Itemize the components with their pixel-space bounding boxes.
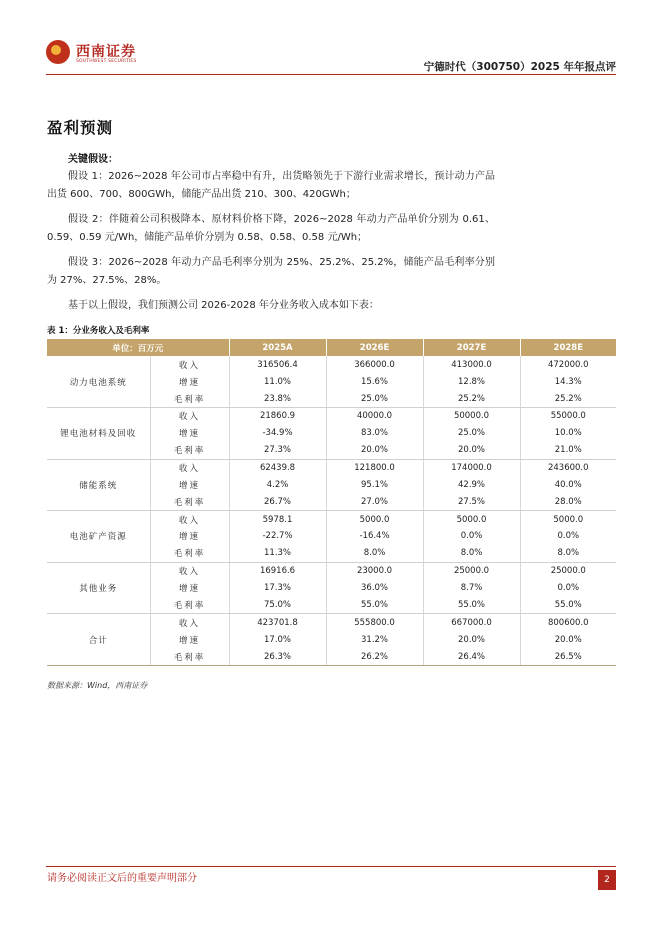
value-cell: 25000.0: [423, 562, 520, 579]
metric-label: 毛利率: [150, 390, 229, 407]
value-cell: 23.8%: [229, 390, 326, 407]
section-title: 盈利预测: [47, 118, 114, 137]
metric-label: 增速: [150, 579, 229, 596]
metric-label: 毛利率: [150, 494, 229, 511]
value-cell: 4.2%: [229, 476, 326, 493]
value-cell: 555800.0: [326, 614, 423, 631]
value-cell: 472000.0: [547, 359, 589, 370]
metric-label: 收入: [150, 459, 229, 476]
value-cell: 25.0%: [423, 425, 520, 442]
value-cell: 40.0%: [554, 479, 582, 490]
segment-label: 锂电池材料及回收: [47, 408, 150, 460]
year-header-2026e: 2026E: [326, 339, 423, 356]
value-cell: 11.0%: [229, 373, 326, 390]
metric-label: 增速: [150, 528, 229, 545]
value-cell: 27.0%: [326, 494, 423, 511]
value-cell: 42.9%: [423, 476, 520, 493]
value-cell: 26.5%: [520, 648, 616, 665]
data-source: 数据来源：Wind，西南证券: [47, 681, 148, 690]
metric-label: 增速: [150, 476, 229, 493]
value-cell: 25.0%: [326, 390, 423, 407]
value-cell: 12.8%: [423, 373, 520, 390]
segment-label: 储能系统: [47, 459, 150, 511]
assumption-paragraph-2: 假设 2：伴随着公司积极降本、原材料价格下降，2026~2028 年动力产品单价分别为 0.61、0.59、0.59 元/Wh，储能产品单价分别为 0.58、0.58、0.58 元/Wh；: [47, 214, 495, 243]
value-cell: 26.7%: [229, 494, 326, 511]
value-cell: 50000.0: [423, 408, 520, 425]
value-cell: 17.0%: [229, 631, 326, 648]
table-caption: 表 1：分业务收入及毛利率: [47, 326, 150, 336]
value-cell: 15.6%: [326, 373, 423, 390]
footer-disclaimer: 请务必阅读正文后的重要声明部分: [47, 873, 197, 884]
table-body: [47, 356, 616, 665]
logo-mark-icon: [46, 40, 70, 64]
value-cell: 413000.0: [423, 356, 520, 373]
value-cell: 36.0%: [326, 579, 423, 596]
segment-label: 电池矿产资源: [47, 511, 150, 563]
value-cell: 5000.0: [423, 511, 520, 528]
value-cell: 243600.0: [547, 462, 589, 473]
value-cell: 11.3%: [229, 545, 326, 562]
value-cell: 121800.0: [326, 459, 423, 476]
metric-label: 增速: [150, 373, 229, 390]
logo-name: 西南证券: [76, 44, 136, 60]
value-cell: 8.0%: [326, 545, 423, 562]
value-cell: 8.0%: [520, 545, 616, 562]
footer-divider: [46, 866, 616, 867]
value-cell: 423701.8: [229, 614, 326, 631]
value-cell: 667000.0: [423, 614, 520, 631]
table-row: [47, 356, 616, 373]
value-cell: 27.5%: [423, 494, 520, 511]
year-header-2028e: 2028E: [520, 339, 616, 356]
value-cell: 0.0%: [557, 583, 580, 594]
value-cell: 25000.0: [550, 566, 586, 577]
metric-label: 毛利率: [150, 597, 229, 614]
key-assumptions-heading: 关键假设：: [68, 154, 118, 165]
metric-label: 毛利率: [150, 545, 229, 562]
value-cell: 26.3%: [229, 648, 326, 665]
value-cell: 21860.9: [229, 408, 326, 425]
metric-label: 毛利率: [150, 442, 229, 459]
value-cell: 26.2%: [326, 648, 423, 665]
value-cell: 27.3%: [229, 442, 326, 459]
value-cell: 366000.0: [326, 356, 423, 373]
table-row: [47, 562, 616, 579]
value-cell: 31.2%: [326, 631, 423, 648]
report-title: 宁德时代（300750）2025 年年报点评: [423, 61, 616, 73]
table-row: [47, 511, 616, 528]
value-cell: 0.0%: [557, 531, 580, 542]
value-cell: 21.0%: [520, 442, 616, 459]
value-cell: 5978.1: [229, 511, 326, 528]
forecast-intro-paragraph: 基于以上假设，我们预测公司 2026-2028 年分业务收入成本如下表：: [68, 300, 379, 311]
value-cell: 16916.6: [229, 562, 326, 579]
metric-label: 毛利率: [150, 648, 229, 665]
page-header: [0, 0, 662, 76]
segment-label: 合计: [47, 614, 150, 666]
value-cell: 14.3%: [554, 376, 582, 387]
value-cell: 55.0%: [326, 597, 423, 614]
value-cell: 316506.4: [229, 356, 326, 373]
value-cell: 20.0%: [326, 442, 423, 459]
metric-label: 收入: [150, 511, 229, 528]
value-cell: -22.7%: [229, 528, 326, 545]
value-cell: 28.0%: [520, 494, 616, 511]
value-cell: 800600.0: [547, 617, 589, 628]
value-cell: 40000.0: [326, 408, 423, 425]
metric-label: 收入: [150, 408, 229, 425]
assumption-paragraph-3: 假设 3：2026~2028 年动力产品毛利率分别为 25%、25.2%、25.2%，储能产品毛利率分别为 27%、27.5%、28%。: [47, 257, 495, 286]
value-cell: 10.0%: [554, 428, 582, 439]
value-cell: 55.0%: [423, 597, 520, 614]
value-cell: 8.7%: [423, 579, 520, 596]
value-cell: 20.0%: [423, 631, 520, 648]
revenue-margin-table: [47, 339, 616, 666]
metric-label: 增速: [150, 425, 229, 442]
value-cell: 8.0%: [423, 545, 520, 562]
value-cell: 62439.8: [229, 459, 326, 476]
value-cell: 174000.0: [423, 459, 520, 476]
value-cell: 25.2%: [423, 390, 520, 407]
value-cell: 0.0%: [423, 528, 520, 545]
metric-label: 收入: [150, 562, 229, 579]
segment-label: 其他业务: [47, 562, 150, 614]
value-cell: -34.9%: [229, 425, 326, 442]
value-cell: 5000.0: [326, 511, 423, 528]
value-cell: 95.1%: [326, 476, 423, 493]
header-divider: [46, 74, 616, 75]
page-number: 2: [598, 870, 616, 890]
table-row: [47, 614, 616, 631]
value-cell: 25.2%: [520, 390, 616, 407]
value-cell: 75.0%: [229, 597, 326, 614]
metric-label: 增速: [150, 631, 229, 648]
value-cell: 55.0%: [520, 597, 616, 614]
table-row: [47, 408, 616, 425]
value-cell: 17.3%: [229, 579, 326, 596]
value-cell: 26.4%: [423, 648, 520, 665]
value-cell: 55000.0: [550, 411, 586, 422]
table-row: [47, 459, 616, 476]
metric-label: 收入: [150, 356, 229, 373]
year-header-2025a: 2025A: [229, 339, 326, 356]
company-logo: [46, 38, 146, 68]
value-cell: 5000.0: [553, 514, 584, 525]
segment-label: 动力电池系统: [47, 356, 150, 408]
value-cell: -16.4%: [326, 528, 423, 545]
table-header-row: [47, 339, 616, 356]
value-cell: 23000.0: [326, 562, 423, 579]
value-cell: 83.0%: [326, 425, 423, 442]
value-cell: 20.0%: [554, 634, 582, 645]
year-header-2027e: 2027E: [423, 339, 520, 356]
value-cell: 20.0%: [423, 442, 520, 459]
logo-english-name: SOUTHWEST SECURITIES: [76, 59, 137, 64]
unit-header: 单位：百万元: [47, 339, 229, 356]
assumption-paragraph-1: 假设 1：2026~2028 年公司市占率稳中有升，出货略领先于下游行业需求增长，预计动力产品出货 600、700、800GWh，储能产品出货 210、300、420GWh；: [47, 171, 495, 200]
metric-label: 收入: [150, 614, 229, 631]
